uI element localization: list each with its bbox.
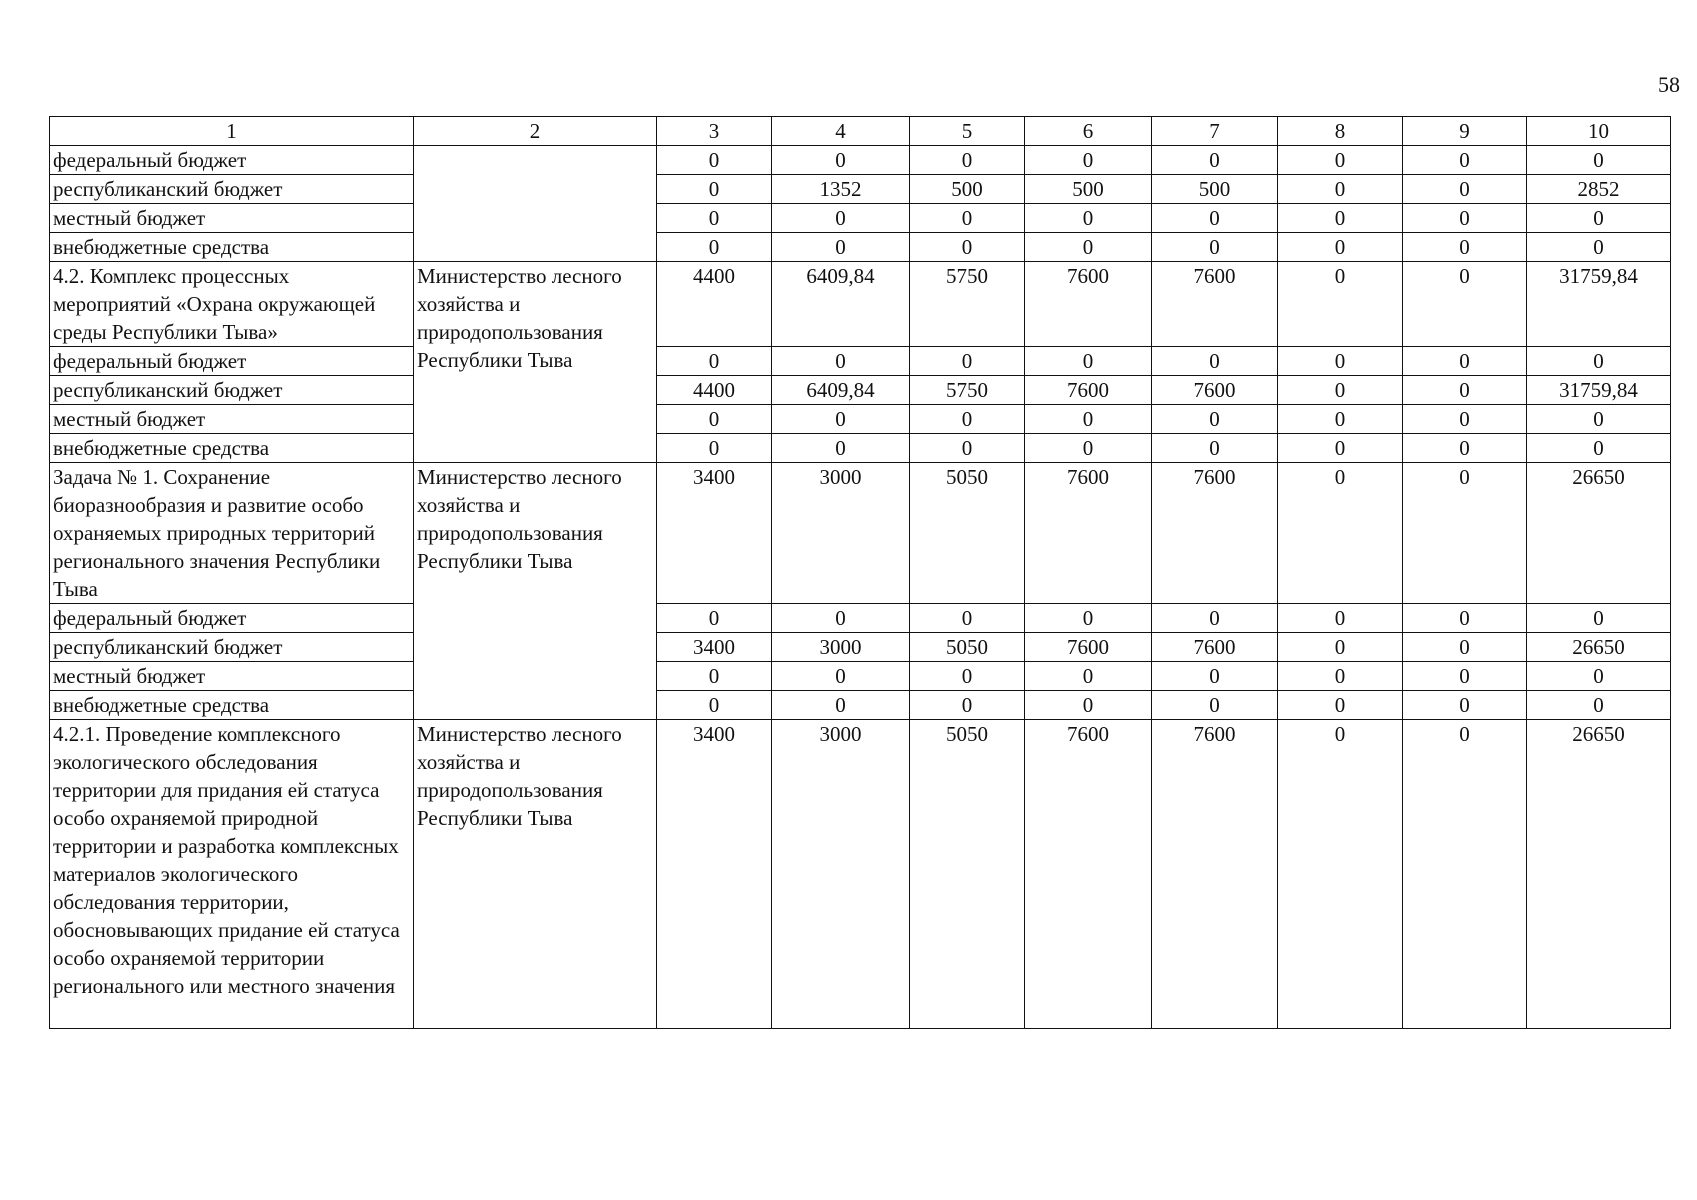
value-cell: 4400: [657, 262, 772, 347]
value-cell: 0: [1278, 262, 1403, 347]
value-cell: 7600: [1152, 262, 1278, 347]
value-cell: 5050: [910, 463, 1025, 604]
value-cell: 0: [1025, 662, 1152, 691]
value-cell: 7600: [1025, 376, 1152, 405]
table-row: [50, 604, 1671, 633]
value-cell: 7600: [1152, 463, 1278, 604]
column-header: 10: [1527, 117, 1671, 146]
table-row: [50, 463, 1671, 604]
value-cell: 0: [657, 434, 772, 463]
value-cell: 31759,84: [1527, 262, 1671, 347]
value-cell: 0: [1403, 720, 1527, 1029]
value-cell: 0: [1527, 604, 1671, 633]
value-cell: 0: [657, 204, 772, 233]
value-cell: 5750: [910, 376, 1025, 405]
value-cell: 0: [772, 233, 910, 262]
value-cell: 0: [1025, 204, 1152, 233]
value-cell: 0: [1278, 463, 1403, 604]
value-cell: 7600: [1025, 633, 1152, 662]
value-cell: 3400: [657, 633, 772, 662]
value-cell: 0: [1278, 720, 1403, 1029]
value-cell: 0: [657, 233, 772, 262]
value-cell: 26650: [1527, 633, 1671, 662]
value-cell: 0: [1403, 463, 1527, 604]
value-cell: 3000: [772, 463, 910, 604]
table-row: [50, 691, 1671, 720]
value-cell: 0: [1278, 233, 1403, 262]
row-label: местный бюджет: [50, 204, 414, 233]
value-cell: 0: [1025, 347, 1152, 376]
table-row: [50, 175, 1671, 204]
value-cell: 0: [772, 604, 910, 633]
value-cell: 1352: [772, 175, 910, 204]
row-label: 4.2. Комплекс процессных мероприятий «Охрана окружающей среды Республики Тыва»: [50, 262, 414, 347]
value-cell: 500: [1152, 175, 1278, 204]
table-row: [50, 662, 1671, 691]
value-cell: 0: [1527, 405, 1671, 434]
value-cell: 0: [772, 146, 910, 175]
value-cell: 0: [910, 691, 1025, 720]
column-header: 2: [414, 117, 657, 146]
row-label: республиканский бюджет: [50, 175, 414, 204]
value-cell: 0: [772, 347, 910, 376]
value-cell: 3400: [657, 720, 772, 1029]
row-label: республиканский бюджет: [50, 376, 414, 405]
value-cell: 3000: [772, 633, 910, 662]
value-cell: 0: [772, 405, 910, 434]
column-header: 6: [1025, 117, 1152, 146]
value-cell: 0: [1278, 405, 1403, 434]
value-cell: 0: [1152, 691, 1278, 720]
value-cell: 0: [1152, 434, 1278, 463]
row-label: местный бюджет: [50, 405, 414, 434]
row-label: местный бюджет: [50, 662, 414, 691]
row-label: внебюджетные средства: [50, 434, 414, 463]
responsible-cell: Министерство лесного хозяйства и природопользования Республики Тыва: [414, 720, 657, 1029]
value-cell: 0: [1152, 347, 1278, 376]
table-row: [50, 434, 1671, 463]
table-row: [50, 720, 1671, 1029]
table-row: [50, 376, 1671, 405]
value-cell: 7600: [1152, 376, 1278, 405]
value-cell: 0: [1403, 376, 1527, 405]
value-cell: 26650: [1527, 463, 1671, 604]
value-cell: 0: [1025, 434, 1152, 463]
budget-table: [49, 116, 1671, 1029]
column-header: 8: [1278, 117, 1403, 146]
table-row: [50, 262, 1671, 347]
value-cell: 0: [1278, 376, 1403, 405]
value-cell: 0: [772, 204, 910, 233]
value-cell: 0: [1527, 662, 1671, 691]
page-number: 58: [1658, 72, 1680, 97]
value-cell: 0: [910, 233, 1025, 262]
value-cell: 2852: [1527, 175, 1671, 204]
row-label: федеральный бюджет: [50, 146, 414, 175]
value-cell: 0: [1152, 233, 1278, 262]
value-cell: 0: [1152, 662, 1278, 691]
value-cell: 0: [1152, 405, 1278, 434]
value-cell: 0: [910, 204, 1025, 233]
value-cell: 0: [1403, 204, 1527, 233]
value-cell: 5750: [910, 262, 1025, 347]
value-cell: 0: [1025, 233, 1152, 262]
row-label: Задача № 1. Сохранение биоразнообразия и развитие особо охраняемых природных территорий регионального значения Республики Тыва: [50, 463, 414, 604]
value-cell: 0: [1278, 633, 1403, 662]
value-cell: 0: [657, 175, 772, 204]
responsible-cell: [414, 146, 657, 262]
value-cell: 0: [1403, 146, 1527, 175]
value-cell: 0: [1278, 434, 1403, 463]
value-cell: 0: [1025, 604, 1152, 633]
value-cell: 0: [1403, 662, 1527, 691]
value-cell: 0: [1403, 233, 1527, 262]
value-cell: 0: [1403, 633, 1527, 662]
row-label: федеральный бюджет: [50, 604, 414, 633]
value-cell: 500: [910, 175, 1025, 204]
value-cell: 0: [1403, 405, 1527, 434]
value-cell: 31759,84: [1527, 376, 1671, 405]
value-cell: 0: [1527, 434, 1671, 463]
value-cell: 0: [772, 691, 910, 720]
table-row: [50, 405, 1671, 434]
value-cell: 0: [1527, 347, 1671, 376]
row-label: федеральный бюджет: [50, 347, 414, 376]
value-cell: 3400: [657, 463, 772, 604]
value-cell: 0: [1403, 434, 1527, 463]
row-label: республиканский бюджет: [50, 633, 414, 662]
column-header: 1: [50, 117, 414, 146]
value-cell: 0: [1403, 347, 1527, 376]
value-cell: 0: [1025, 405, 1152, 434]
value-cell: 0: [910, 434, 1025, 463]
responsible-cell: Министерство лесного хозяйства и природопользования Республики Тыва: [414, 463, 657, 720]
table-row: [50, 633, 1671, 662]
value-cell: 26650: [1527, 720, 1671, 1029]
table-row: [50, 233, 1671, 262]
value-cell: 0: [1278, 691, 1403, 720]
column-header: 9: [1403, 117, 1527, 146]
value-cell: 0: [1152, 146, 1278, 175]
value-cell: 0: [1527, 146, 1671, 175]
value-cell: 7600: [1152, 633, 1278, 662]
value-cell: 0: [1152, 604, 1278, 633]
value-cell: 7600: [1025, 262, 1152, 347]
value-cell: 0: [910, 662, 1025, 691]
value-cell: 5050: [910, 633, 1025, 662]
value-cell: 0: [657, 405, 772, 434]
value-cell: 0: [1025, 146, 1152, 175]
value-cell: 0: [1278, 175, 1403, 204]
row-label: внебюджетные средства: [50, 691, 414, 720]
column-header: 5: [910, 117, 1025, 146]
value-cell: 0: [910, 604, 1025, 633]
value-cell: 6409,84: [772, 262, 910, 347]
value-cell: 6409,84: [772, 376, 910, 405]
value-cell: 5050: [910, 720, 1025, 1029]
value-cell: 0: [1152, 204, 1278, 233]
column-header: 4: [772, 117, 910, 146]
row-label: внебюджетные средства: [50, 233, 414, 262]
column-header: 7: [1152, 117, 1278, 146]
value-cell: 0: [1403, 604, 1527, 633]
value-cell: 7600: [1025, 720, 1152, 1029]
value-cell: 0: [657, 604, 772, 633]
value-cell: 0: [772, 662, 910, 691]
table-row: [50, 204, 1671, 233]
value-cell: 0: [1527, 204, 1671, 233]
value-cell: 0: [1278, 347, 1403, 376]
value-cell: 0: [1403, 262, 1527, 347]
value-cell: 0: [1403, 175, 1527, 204]
row-label: 4.2.1. Проведение комплексного экологического обследования территории для придания ей статуса особо охраняемой природной территории и разработка комплексных материалов экологического обследования территории, обосновывающих придание ей статуса особо охраняемой территории регионального или местного значения: [50, 720, 414, 1029]
value-cell: 0: [1025, 691, 1152, 720]
value-cell: 0: [1527, 233, 1671, 262]
value-cell: 0: [1403, 691, 1527, 720]
value-cell: 0: [657, 146, 772, 175]
value-cell: 0: [1278, 146, 1403, 175]
value-cell: 4400: [657, 376, 772, 405]
table-header-row: [50, 117, 1671, 146]
value-cell: 0: [910, 405, 1025, 434]
value-cell: 0: [772, 434, 910, 463]
value-cell: 7600: [1025, 463, 1152, 604]
table-row: [50, 146, 1671, 175]
value-cell: 3000: [772, 720, 910, 1029]
value-cell: 7600: [1152, 720, 1278, 1029]
value-cell: 0: [1527, 691, 1671, 720]
value-cell: 0: [657, 662, 772, 691]
value-cell: 0: [657, 691, 772, 720]
column-header: 3: [657, 117, 772, 146]
value-cell: 0: [1278, 204, 1403, 233]
value-cell: 0: [657, 347, 772, 376]
value-cell: 0: [910, 347, 1025, 376]
value-cell: 0: [1278, 662, 1403, 691]
value-cell: 0: [1278, 604, 1403, 633]
value-cell: 0: [910, 146, 1025, 175]
table-row: [50, 347, 1671, 376]
value-cell: 500: [1025, 175, 1152, 204]
responsible-cell: Министерство лесного хозяйства и природопользования Республики Тыва: [414, 262, 657, 463]
